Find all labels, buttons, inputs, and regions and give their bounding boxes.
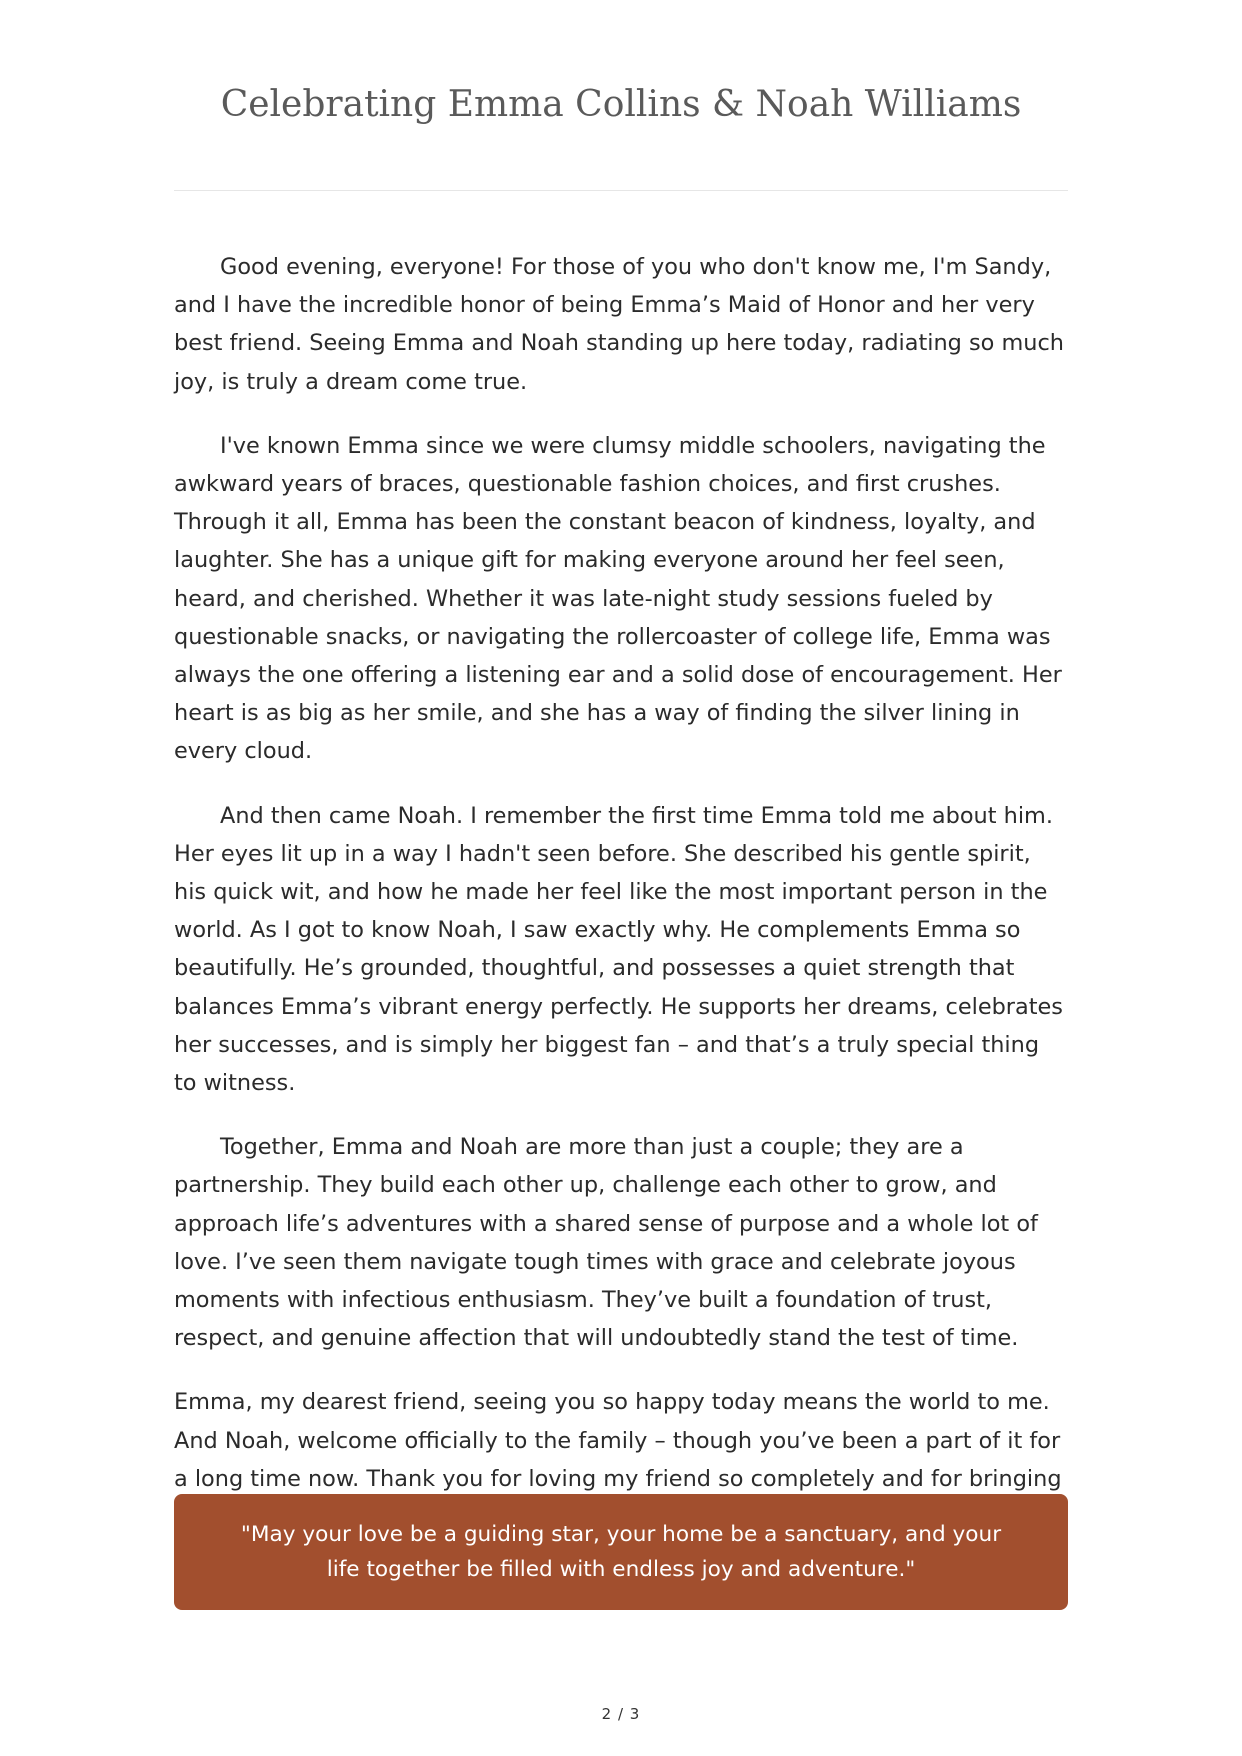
title-divider xyxy=(174,190,1068,191)
quote-box xyxy=(174,1494,1068,1610)
speech-body xyxy=(174,248,1068,1562)
paragraph-noah: And then came Noah. I remember the first time Emma told me about him. Her eyes lit up in a way I hadn't seen before. She described his gentle spirit, his quick wit, and how he made her feel like the most important person in the world. As I got to know Noah, I saw exactly why. He complements Emma so beautifully. He’s grounded, thoughtful, and possesses a quiet strength that balances Emma’s vibrant energy perfectly. He supports her dreams, celebrates her successes, and is simply her biggest fan – and that’s a truly special thing to witness. xyxy=(174,802,1063,1097)
quote-text: "May your love be a guiding star, your home be a sanctuary, and your life together be filled with endless joy and adventure." xyxy=(240,1522,1002,1582)
page-title: Celebrating Emma Collins & Noah Williams xyxy=(220,84,1022,125)
page-number: 2 / 3 xyxy=(601,1705,641,1723)
paragraph-closing: Emma, my dearest friend, seeing you so happy today means the world to me. And Noah, welcome officially to the family – though you’ve been a part of it for a long time now. Thank you for loving my friend so completely and for bringing xyxy=(174,1389,1062,1492)
paragraph-emma: I've known Emma since we were clumsy middle schoolers, navigating the awkward years of braces, questionable fashion choices, and first crushes. Through it all, Emma has been the constant beacon of kindness, loyalty, and laughter. She has a unique gift for making everyone around her feel seen, heard, and cherished. Whether it was late-night study sessions fueled by questionable snacks, or navigating the rollercoaster of college life, Emma was always the one offering a listening ear and a solid dose of encouragement. Her heart is as big as her smile, and she has a way of finding the silver lining in every cloud. xyxy=(174,432,1062,765)
paragraph-intro: Good evening, everyone! For those of you who don't know me, I'm Sandy, and I have the incredible honor of being Emma’s Maid of Honor and her very best friend. Seeing Emma and Noah standing up here today, radiating so much joy, is truly a dream come true. xyxy=(174,254,1064,395)
paragraph-together: Together, Emma and Noah are more than just a couple; they are a partnership. They build each other up, challenge each other to grow, and approach life’s adventures with a shared sense of purpose and a whole lot of love. I’ve seen them navigate tough times with grace and celebrate joyous moments with infectious enthusiasm. They’ve built a foundation of trust, respect, and genuine affection that will undoubtedly stand the test of time. xyxy=(174,1134,1038,1352)
